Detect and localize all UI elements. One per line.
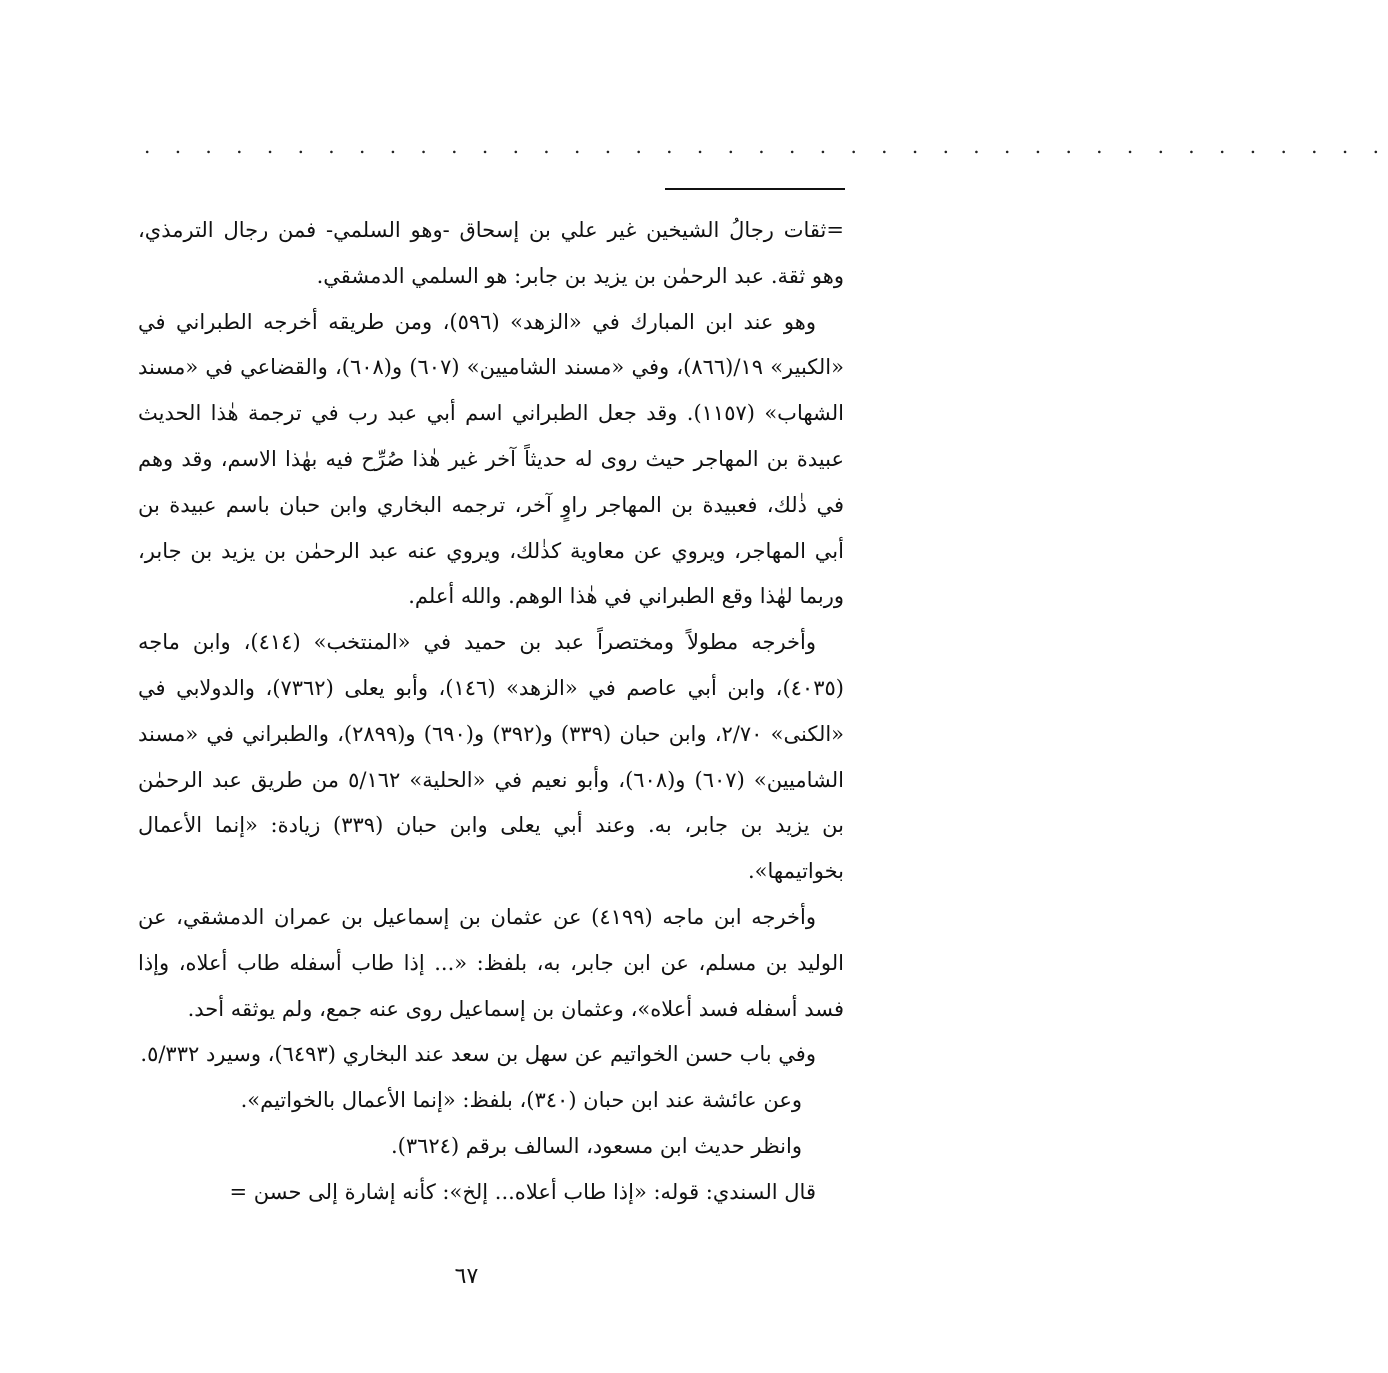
page-number: ٦٧: [454, 1264, 479, 1289]
paragraph-8: قال السندي: قوله: «إذا طاب أعلاه... إلخ»: كأنه إشارة إلى حسن =: [229, 1179, 816, 1204]
paragraph-6: وعن عائشة عند ابن حبان (٣٤٠)، بلفظ: «إنما الأعمال بالخواتيم».: [240, 1088, 802, 1113]
paragraph-5: وفي باب حسن الخواتيم عن سهل بن سعد عند البخاري (٦٤٩٣)، وسيرد ٥/٣٣٢.: [140, 1042, 816, 1067]
paragraph-2: وهو عند ابن المبارك في «الزهد» (٥٩٦)، ومن طريقه أخرجه الطبراني في «الكبير» ١٩/(٨٦٦)، وفي «مسند الشاميين» (٦٠٧) و(٦٠٨)، والقضاعي في «مسند الشهاب» (١١٥٧). وقد جعل الطبراني اسم أبي عبد رب في ترجمة هٰذا الحديث عبيدة بن المهاجر حيث روى له حديثاً آخر غير هٰذا صُرِّح فيه بهٰذا الاسم، وقد وهم في ذٰلك، فعبيدة بن المهاجر راوٍ آخر، ترجمه البخاري وابن حبان باسم عبيدة بن أبي المهاجر، ويروي عن معاوية كذٰلك، ويروي عنه عبد الرحمٰن بن يزيد بن جابر، وربما لهٰذا وقع الطبراني في هٰذا الوهم. والله أعلم.: [138, 309, 844, 609]
footnote-body: [138, 208, 844, 1216]
paragraph-1: =ثقات رجالُ الشيخين غير علي بن إسحاق -وهو السلمي- فمن رجال الترمذي، وهو ثقة. عبد الرحمٰن بن يزيد بن جابر: هو السلمي الدمشقي.: [138, 218, 844, 288]
dotted-separator: . . . . . . . . . . . . . . . . . . . . . . . . . . . . . . . . . . . . . . . . .: [144, 134, 1388, 158]
footnote-rule: [665, 188, 845, 190]
paragraph-7: وانظر حديث ابن مسعود، السالف برقم (٣٦٢٤).: [390, 1133, 802, 1158]
paragraph-3: وأخرجه مطولاً ومختصراً عبد بن حميد في «المنتخب» (٤١٤)، وابن ماجه (٤٠٣٥)، وابن أبي عاصم في «الزهد» (١٤٦)، وأبو يعلى (٧٣٦٢)، والدولابي في «الكنى» ٢/٧٠، وابن حبان (٣٣٩) و(٣٩٢) و(٦٩٠) و(٢٨٩٩)، والطبراني في «مسند الشاميين» (٦٠٧) و(٦٠٨)، وأبو نعيم في «الحلية» ٥/١٦٢ من طريق عبد الرحمٰن بن يزيد بن جابر، به. وعند أبي يعلى وابن حبان (٣٣٩) زيادة: «إنما الأعمال بخواتيمها».: [138, 630, 845, 884]
paragraph-4: وأخرجه ابن ماجه (٤١٩٩) عن عثمان بن إسماعيل بن عمران الدمشقي، عن الوليد بن مسلم، عن ابن جابر، به، بلفظ: «... إذا طاب أسفله طاب أعلاه، وإذا فسد أسفله فسد أعلاه»، وعثمان بن إسماعيل روى عنه جمع، ولم يوثقه أحد.: [138, 904, 844, 1021]
